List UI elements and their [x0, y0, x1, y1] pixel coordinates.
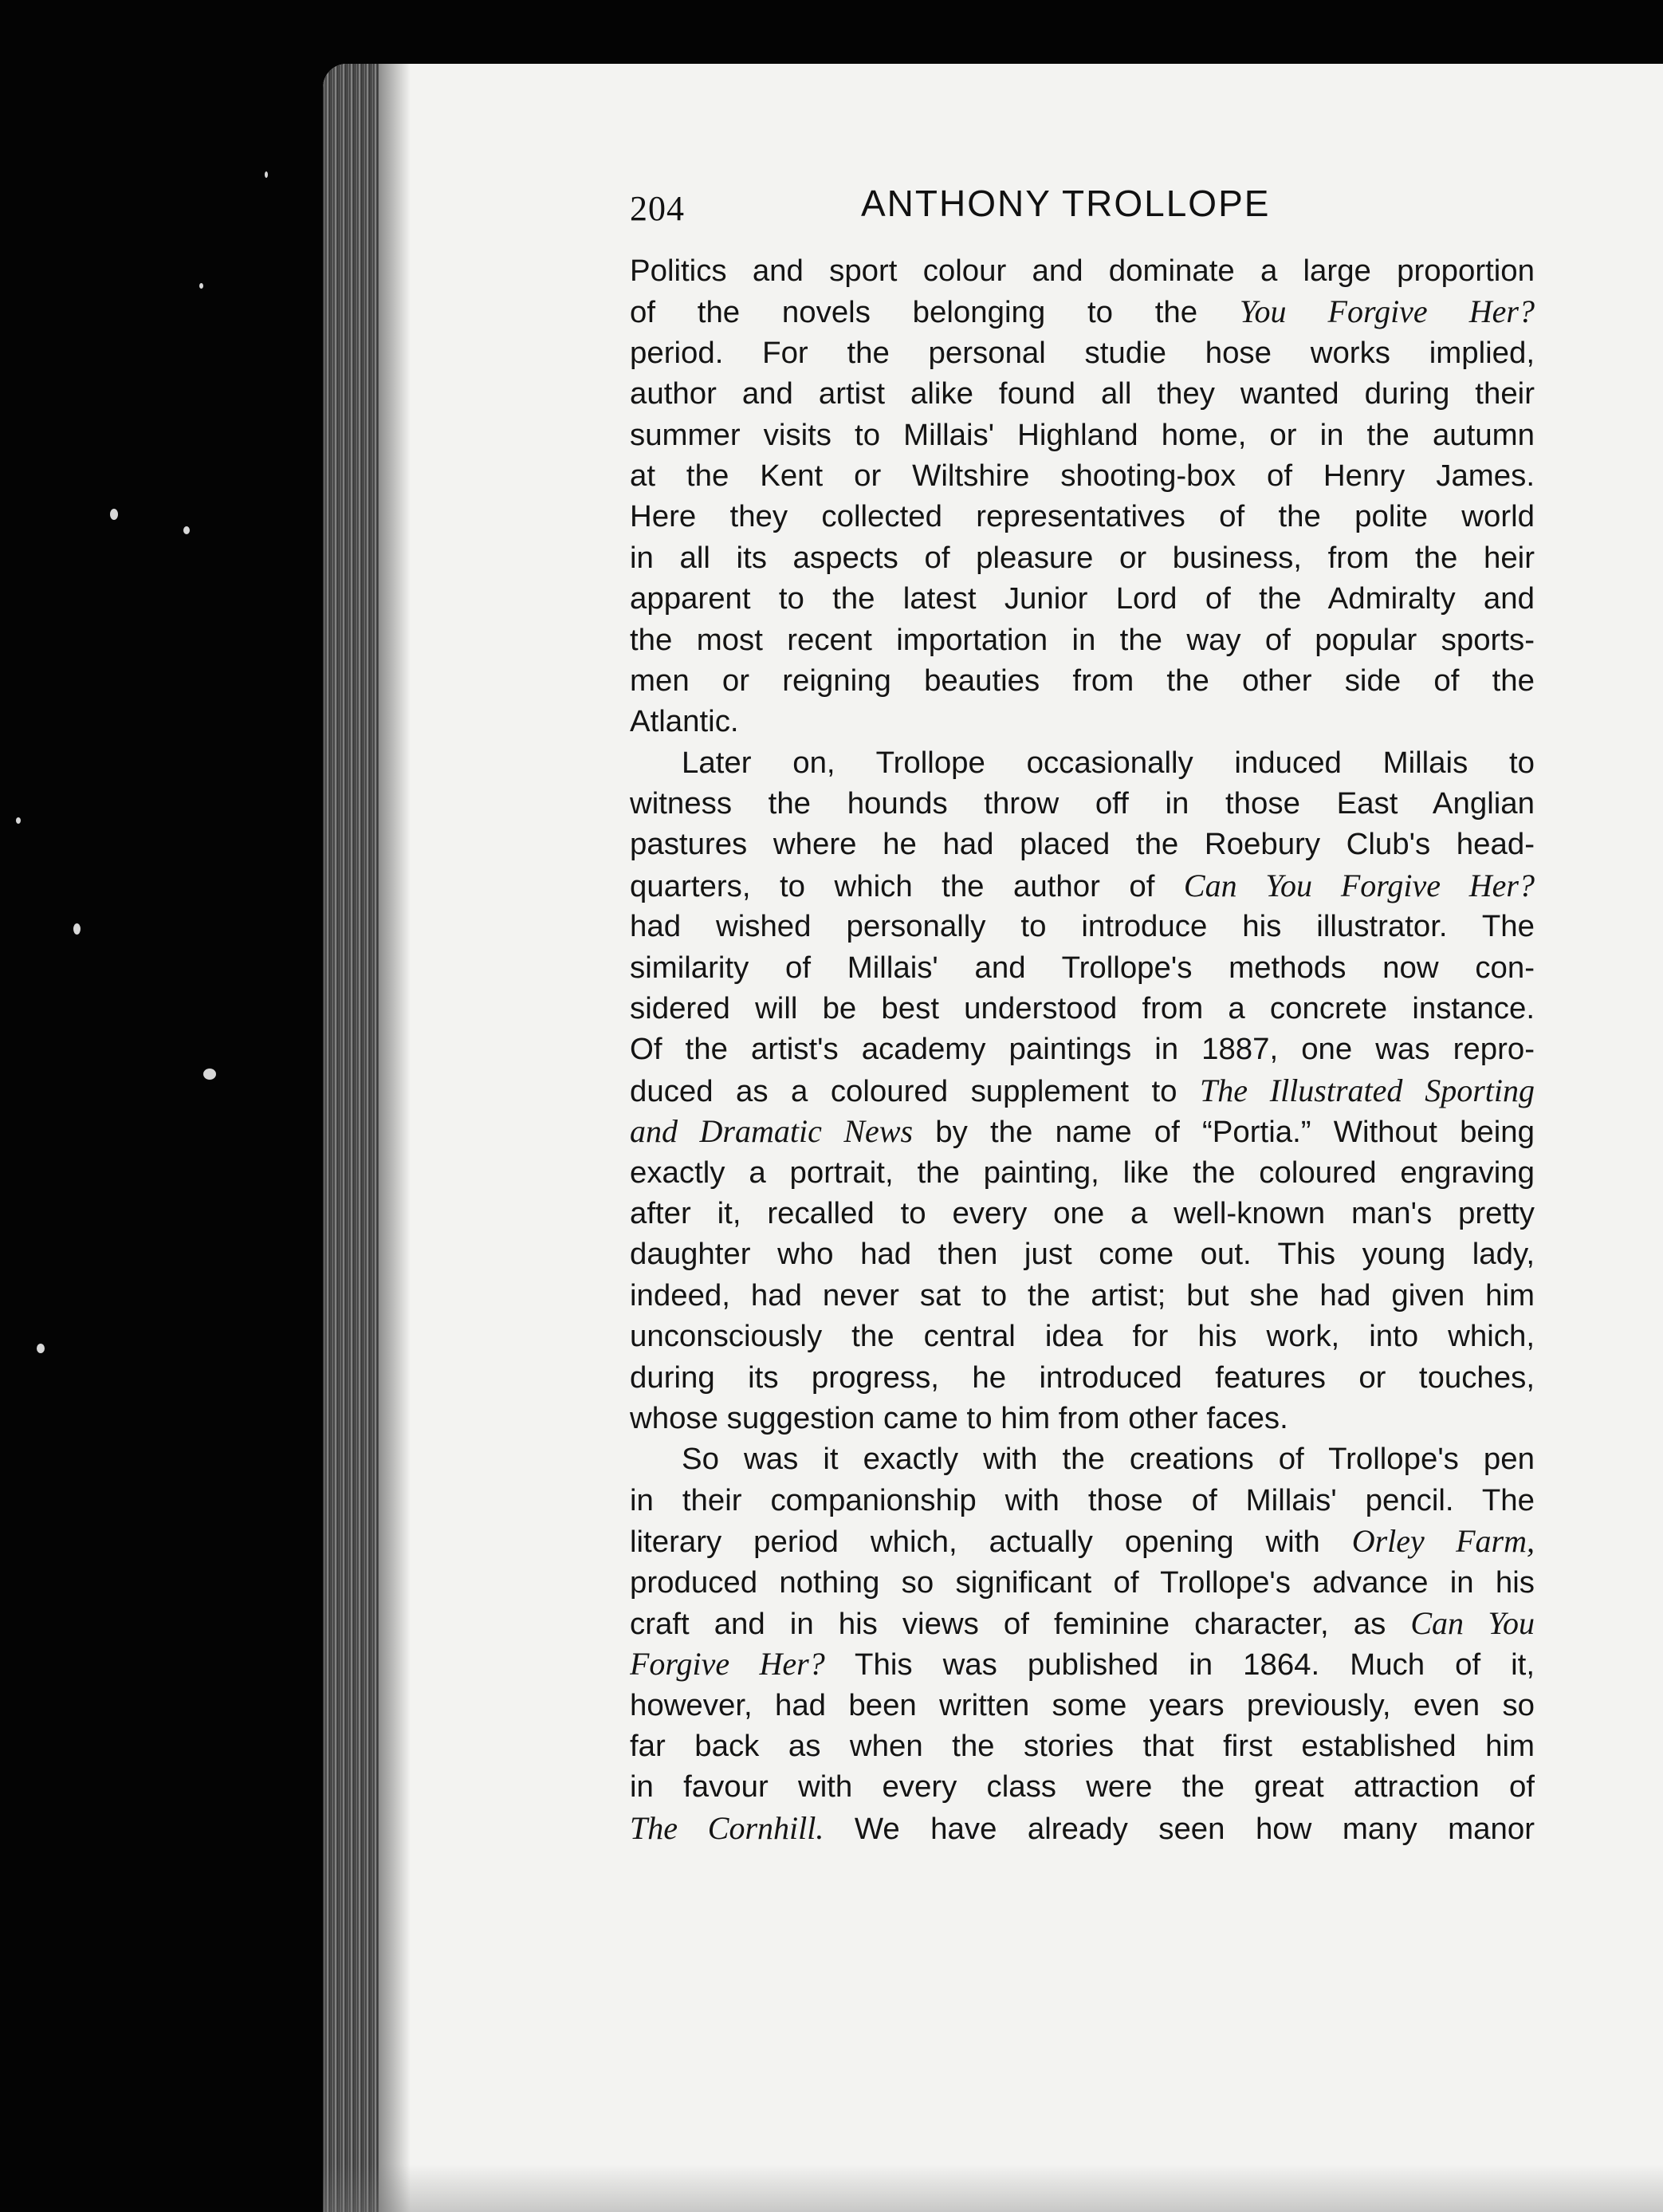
- line-text: So was it exactly with the creations of Trollope's pen: [682, 1442, 1535, 1477]
- text-line: [630, 1603, 1535, 1643]
- text-line: [630, 333, 1535, 373]
- line-text: Later on, Trollope occasionally induced Millais to: [682, 745, 1535, 780]
- text-line: [630, 496, 1535, 537]
- line-text: Here they collected representatives of the polite world: [630, 499, 1535, 534]
- line-text: in their companionship with those of Millais' pencil. The: [630, 1482, 1535, 1517]
- text-line: [630, 906, 1535, 947]
- line-text: however, had been written some years previously, even so: [630, 1687, 1535, 1722]
- binding-shadow: [379, 64, 411, 2212]
- text-line: [630, 1029, 1535, 1069]
- line-text: produced nothing so significant of Trollope's advance in his: [630, 1565, 1535, 1600]
- running-title: ANTHONY TROLLOPE: [861, 183, 1271, 224]
- text-line: [630, 783, 1535, 824]
- italic-title: and Dramatic News: [630, 1113, 914, 1150]
- text-line: [630, 578, 1535, 619]
- scan-speck: [16, 817, 21, 824]
- text-line: [630, 701, 1535, 742]
- text-line: [630, 1398, 1535, 1439]
- text-line: [630, 1562, 1535, 1603]
- line-text: of the novels belonging to the: [630, 295, 1240, 330]
- line-text: We have already seen how many manor: [824, 1811, 1535, 1846]
- line-text: literary period which, actually opening with: [630, 1525, 1352, 1560]
- text-line: [630, 250, 1535, 291]
- line-text: apparent to the latest Junior Lord of the Admiralty and: [630, 581, 1535, 616]
- line-text: craft and in his views of feminine character, as: [630, 1606, 1411, 1641]
- line-text: at the Kent or Wiltshire shooting-box of Henry James.: [630, 458, 1535, 493]
- line-text: exactly a portrait, the painting, like the coloured engraving: [630, 1155, 1535, 1190]
- text-line: [630, 291, 1535, 332]
- text-line: [630, 1275, 1535, 1316]
- text-line: [630, 1808, 1535, 1848]
- line-text: in favour with every class were the great attraction of: [630, 1769, 1535, 1805]
- scan-speck: [203, 1069, 216, 1080]
- line-text: Atlantic.: [630, 704, 739, 739]
- text-line: [630, 455, 1535, 496]
- text-line: [630, 1070, 1535, 1111]
- line-text: witness the hounds throw off in those East Anglian: [630, 786, 1535, 821]
- scan-speck: [183, 526, 190, 534]
- italic-title: The Illustrated Sporting: [1199, 1072, 1535, 1108]
- text-line: [630, 660, 1535, 701]
- scan-speck: [199, 283, 203, 289]
- line-text: quarters, to which the author of: [630, 868, 1184, 903]
- line-text: daughter who had then just come out. This young lady,: [630, 1237, 1535, 1272]
- line-text: This was published in 1864. Much of it,: [824, 1647, 1535, 1683]
- scan-speck: [110, 509, 118, 520]
- text-line: [630, 1152, 1535, 1193]
- page-binding-edge: [323, 64, 379, 2212]
- line-text: after it, recalled to every one a well-known man's pretty: [630, 1195, 1535, 1230]
- line-text: unconsciously the central idea for his work, into which,: [630, 1319, 1535, 1354]
- italic-title: The Cornhill.: [630, 1809, 824, 1846]
- italic-title: You Forgive Her?: [1239, 293, 1535, 330]
- line-text: during its progress, he introduced features or touches,: [630, 1360, 1535, 1395]
- body-text: [630, 250, 1535, 1848]
- text-line: [630, 1685, 1535, 1726]
- scan-speck: [37, 1344, 45, 1353]
- running-head: [630, 182, 1427, 238]
- scan-speck: [265, 171, 268, 178]
- line-text: men or reigning beauties from the other side of the: [630, 663, 1535, 698]
- italic-title: Can You: [1410, 1604, 1535, 1641]
- line-text: period. For the personal studie hose works implied,: [630, 335, 1535, 370]
- text-line: [630, 988, 1535, 1029]
- text-line: [630, 742, 1535, 783]
- line-text: duced as a coloured supplement to: [630, 1073, 1200, 1108]
- page-number: 204: [630, 189, 685, 228]
- line-text: indeed, had never sat to the artist; but she had given him: [630, 1277, 1535, 1313]
- line-text: by the name of “Portia.” Without being: [913, 1115, 1535, 1150]
- text-line: [630, 1521, 1535, 1561]
- line-text: Politics and sport colour and dominate a large proportion: [630, 254, 1535, 288]
- text-line: [630, 1480, 1535, 1521]
- italic-title: Can You Forgive Her?: [1183, 867, 1535, 903]
- text-line: [630, 1357, 1535, 1398]
- text-line: [630, 824, 1535, 864]
- line-text: summer visits to Millais' Highland home, or in the autumn: [630, 417, 1535, 452]
- text-line: [630, 1193, 1535, 1234]
- line-text: the most recent importation in the way of popular sports-: [630, 622, 1535, 657]
- line-text: author and artist alike found all they wanted during their: [630, 376, 1535, 411]
- text-line: [630, 620, 1535, 660]
- italic-title: Forgive Her?: [630, 1646, 825, 1683]
- text-line: [630, 373, 1535, 414]
- text-line: [630, 1111, 1535, 1151]
- text-line: [630, 1766, 1535, 1807]
- text-line: [630, 1643, 1535, 1684]
- line-text: whose suggestion came to him from other faces.: [630, 1400, 1288, 1435]
- line-text: in all its aspects of pleasure or business, from the heir: [630, 540, 1535, 575]
- line-text: had wished personally to introduce his illustrator. The: [630, 909, 1535, 944]
- scan-speck: [73, 923, 81, 935]
- italic-title: Orley Farm,: [1351, 1523, 1535, 1560]
- page-bottom-shadow: [323, 2164, 1663, 2212]
- line-text: sidered will be best understood from a concrete instance.: [630, 991, 1535, 1026]
- line-text: far back as when the stories that first established him: [630, 1729, 1535, 1764]
- line-text: pastures where he had placed the Roebury Club's head-: [630, 827, 1535, 862]
- text-line: [630, 1316, 1535, 1356]
- line-text: Of the artist's academy paintings in 1887, one was repro-: [630, 1032, 1535, 1067]
- text-line: [630, 537, 1535, 578]
- text-line: [630, 947, 1535, 988]
- text-line: [630, 1439, 1535, 1479]
- line-text: similarity of Millais' and Trollope's methods now con-: [630, 950, 1535, 985]
- text-line: [630, 1234, 1535, 1274]
- text-line: [630, 1726, 1535, 1766]
- text-line: [630, 865, 1535, 906]
- text-line: [630, 415, 1535, 455]
